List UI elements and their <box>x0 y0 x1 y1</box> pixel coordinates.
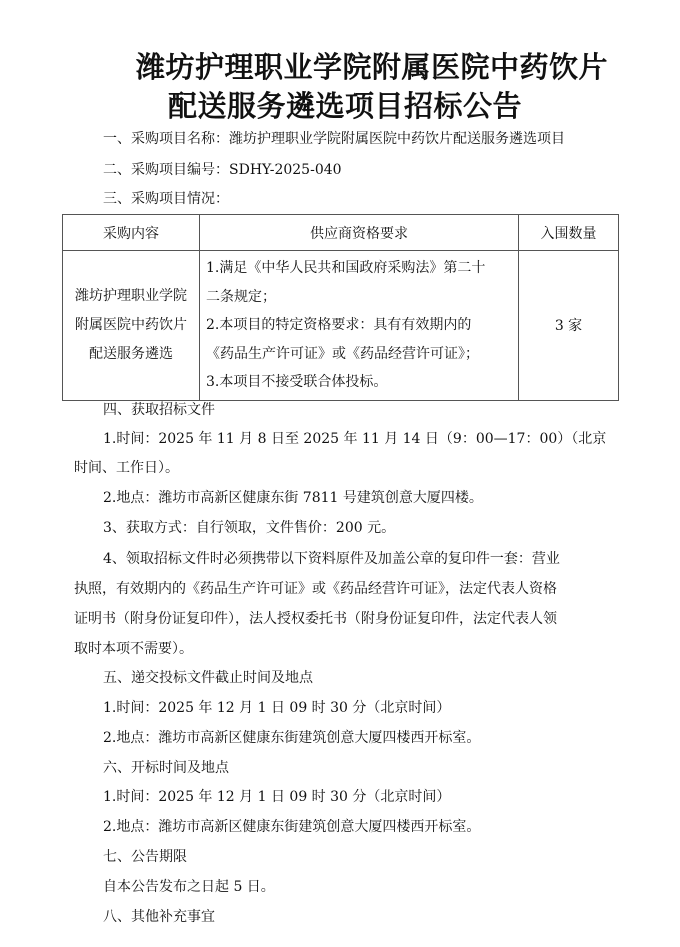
procurement-table <box>62 214 619 401</box>
content-line: 潍坊护理职业学院 <box>75 287 187 304</box>
table-cell-quantity: 3 家 <box>519 251 619 401</box>
section-4-item-4-line-c: 证明书（附身份证复印件），法人授权委托书（附身份证复印件，法定代表人领 <box>74 611 557 627</box>
section-4-item-4-line-b: 执照，有效期内的《药品生产许可证》或《药品经营许可证》，法定代表人资格 <box>74 581 557 597</box>
requirement-line: 1.满足《中华人民共和国政府采购法》第二十 <box>206 260 486 276</box>
section-2-project-number: 二、采购项目编号：SDHY-2025-040 <box>103 162 342 178</box>
section-7-heading: 七、公告期限 <box>103 849 187 865</box>
table-header-quantity: 入围数量 <box>519 215 619 251</box>
table-header-content: 采购内容 <box>63 215 200 251</box>
section-5-item-1: 1.时间：2025 年 12 月 1 日 09 时 30 分（北京时间） <box>103 700 451 716</box>
section-4-item-1-line-a: 1.时间：2025 年 11 月 8 日至 2025 年 11 月 14 日（9：00—17：00）（北京 <box>103 431 607 447</box>
section-6-heading: 六、开标时间及地点 <box>103 760 229 776</box>
table-row <box>63 251 619 401</box>
requirement-line: 《药品生产许可证》或《药品经营许可证》； <box>206 345 479 362</box>
section-4-item-3: 3、获取方式：自行领取，文件售价：200 元。 <box>103 520 396 536</box>
section-5-heading: 五、递交投标文件截止时间及地点 <box>103 670 313 686</box>
section-6-item-2: 2.地点：潍坊市高新区健康东街建筑创意大厦四楼西开标室。 <box>103 819 481 835</box>
requirement-line: 2.本项目的特定资格要求：具有有效期内的 <box>206 317 472 333</box>
section-3-heading: 三、采购项目情况： <box>103 191 229 207</box>
section-7-item-1: 自本公告发布之日起 5 日。 <box>103 879 275 895</box>
section-1-project-name: 一、采购项目名称：潍坊护理职业学院附属医院中药饮片配送服务遴选项目 <box>103 131 565 147</box>
document-title-line2: 配送服务遴选项目招标公告 <box>168 89 523 123</box>
section-4-heading: 四、获取招标文件 <box>103 402 215 418</box>
section-4-item-4-line-d: 取时本项不需要）。 <box>74 641 193 657</box>
requirement-line: 二条规定； <box>206 288 276 305</box>
section-4-item-2: 2.地点：潍坊市高新区健康东街 7811 号建筑创意大厦四楼。 <box>103 490 483 506</box>
table-cell-requirements <box>200 251 519 401</box>
table-header-row <box>63 215 619 251</box>
section-5-item-2: 2.地点：潍坊市高新区健康东街建筑创意大厦四楼西开标室。 <box>103 730 481 746</box>
table-header-requirements: 供应商资格要求 <box>200 215 519 251</box>
document-title-line1: 潍坊护理职业学院附属医院中药饮片 <box>136 50 609 84</box>
section-6-item-1: 1.时间：2025 年 12 月 1 日 09 时 30 分（北京时间） <box>103 789 451 805</box>
section-8-heading: 八、其他补充事宜 <box>103 909 215 925</box>
content-line: 配送服务遴选 <box>89 345 173 362</box>
table-cell-content <box>63 251 200 401</box>
requirement-line: 3.本项目不接受联合体投标。 <box>206 374 388 390</box>
section-4-item-4-line-a: 4、领取招标文件时必须携带以下资料原件及加盖公章的复印件一套：营业 <box>103 551 560 567</box>
content-line: 附属医院中药饮片 <box>75 316 187 333</box>
section-4-item-1-line-b: 时间、工作日）。 <box>74 460 179 476</box>
